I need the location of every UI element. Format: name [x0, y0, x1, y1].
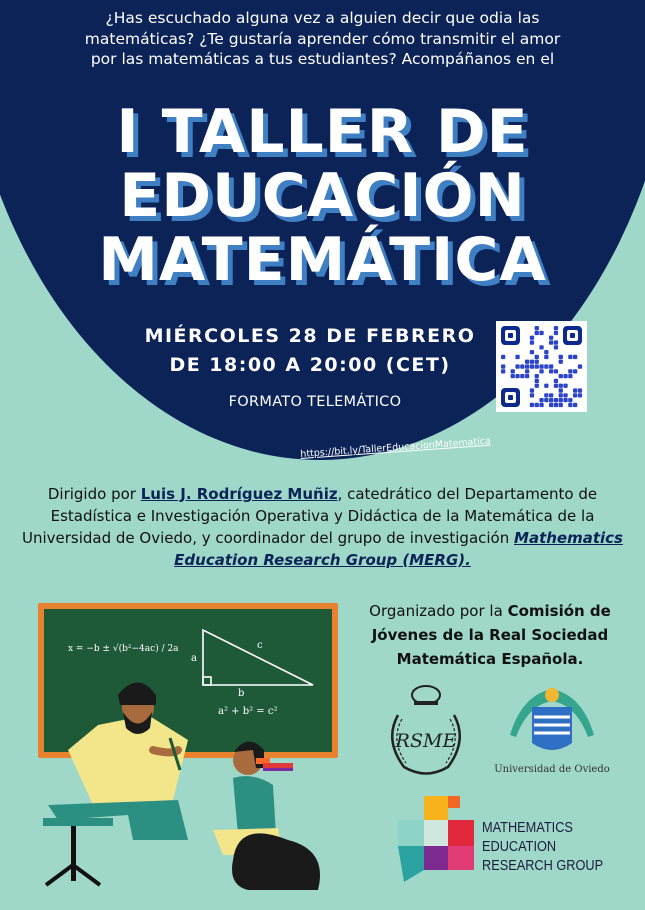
pythagoras-formula: a² + b² = c² — [218, 706, 278, 717]
rsme-monogram: RSME — [395, 730, 457, 752]
merg-logo — [396, 792, 478, 884]
event-format: FORMATO TELEMÁTICO — [228, 394, 402, 410]
rsme-logo — [376, 685, 476, 780]
description-body: , catedrático del Departamento de Estadística e Investigación Operativa y Didáctica de la Matemática de la Universidad de Oviedo, y coordinador del grupo de investigación — [22, 485, 598, 547]
merg-logo-text: MATHEMATICS EDUCATION RESEARCH GROUP — [482, 819, 604, 874]
qr-code[interactable] — [496, 321, 587, 412]
organizer-name: Comisión de Jóvenes de la Real Sociedad Matemática Española. — [371, 602, 611, 668]
university-oviedo-logo — [502, 685, 602, 763]
chalkboard-formula: x = −b ± √(b²−4ac) / 2a — [68, 644, 179, 654]
triangle-side-a: a — [191, 653, 197, 664]
merg-link[interactable]: Mathematics Education Research Group (MERG). — [174, 529, 623, 569]
qr-code-graphic — [496, 321, 587, 412]
triangle-side-b: b — [238, 688, 245, 699]
event-date: MIÉRCOLES 28 DE FEBRERO DE 18:00 A 20:00 (CET) — [144, 325, 476, 376]
intro-text: ¿Has escuchado alguna vez a alguien decir que odia las matemáticas? ¿Te gustaría aprender cómo transmitir el amor por las matemáticas a tus estudiantes? Acompáñanos en el — [84, 9, 561, 68]
coordinator-name-link[interactable]: Luis J. Rodríguez Muñiz — [140, 485, 338, 503]
description-paragraph — [12, 483, 633, 571]
organizer-text — [340, 599, 640, 671]
university-label: Universidad de Oviedo — [494, 764, 610, 775]
triangle-side-c: c — [257, 640, 263, 651]
description-intro: Dirigido por — [47, 485, 141, 503]
event-title: I TALLER DE EDUCACIÓN MATEMÁTICA — [98, 97, 547, 295]
organizer-intro: Organizado por la — [369, 602, 508, 620]
event-link[interactable]: https://bit.ly/TallerEducacionMatematica — [300, 435, 492, 460]
